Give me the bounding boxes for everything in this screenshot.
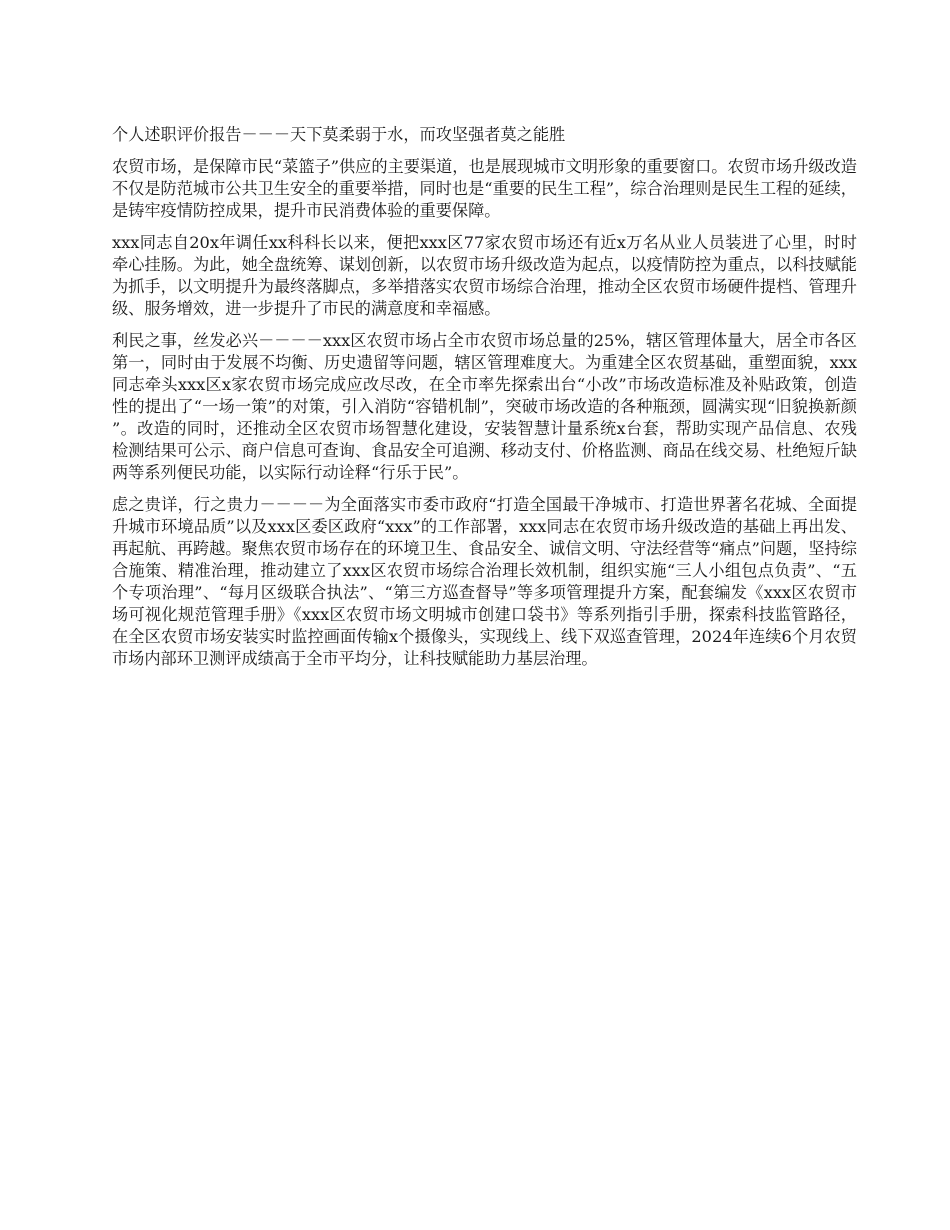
- paragraph-intro: 农贸市场，是保障市民“菜篮子”供应的主要渠道，也是展现城市文明形象的重要窗口。农贸市场升级改造不仅是防范城市公共卫生安全的重要举措，同时也是“重要的民生工程”，综合治理则是民生工程的延续，是铸牢疫情防控成果，提升市民消费体验的重要保障。: [112, 157, 857, 220]
- document-page: [112, 124, 857, 680]
- paragraph-background: xxx同志自20x年调任xx科科长以来，便把xxx区77家农贸市场还有近x万名从业人员装进了心里，时时牵心挂肠。为此，她全盘统筹、谋划创新，以农贸市场升级改造为起点，以疫情防控为重点，以科技赋能为抓手，以文明提升为最终落脚点，多举措落实农贸市场综合治理，推动全区农贸市场硬件提档、管理升级、服务增效，进一步提升了市民的满意度和幸福感。: [112, 233, 857, 318]
- document-title: 个人述职评价报告－－－天下莫柔弱于水，而攻坚强者莫之能胜: [112, 125, 566, 144]
- paragraph-governance: 虑之贵详，行之贵力－－－－为全面落实市委市政府“打造全国最干净城市、打造世界著名花城、全面提升城市环境品质”以及xxx区委区政府“xxx”的工作部署，xxx同志在农贸市场升级改造的基础上再出发、再起航、再跨越。聚焦农贸市场存在的环境卫生、食品安全、诚信文明、守法经营等“痛点”问题，坚持综合施策、精准治理，推动建立了xxx区农贸市场综合治理长效机制，组织实施“三人小组包点负责”、“五个专项治理”、“每月区级联合执法”、“第三方巡查督导”等多项管理提升方案，配套编发《xxx区农贸市场可视化规范管理手册》《xxx区农贸市场文明城市创建口袋书》等系列指引手册，探索科技监管路径，在全区农贸市场安装实时监控画面传输x个摄像头，实现线上、线下双巡查管理，2024年连续6个月农贸市场内部环卫测评成绩高于全市平均分，让科技赋能助力基层治理。: [112, 495, 857, 668]
- paragraph-renovation: 利民之事，丝发必兴－－－－xxx区农贸市场占全市农贸市场总量的25%，辖区管理体量大，居全市各区第一，同时由于发展不均衡、历史遗留等问题，辖区管理难度大。为重建全区农贸基础，重塑面貌，xxx同志牵头xxx区x家农贸市场完成应改尽改，在全市率先探索出台“小改”市场改造标准及补贴政策，创造性的提出了“一场一策”的对策，引入消防“容错机制”，突破市场改造的各种瓶颈，圆满实现“旧貌换新颜”。改造的同时，还推动全区农贸市场智慧化建设，安装智慧计量系统x台套，帮助实现产品信息、农残检测结果可公示、商户信息可查询、食品安全可追溯、移动支付、价格监测、商品在线交易、杜绝短斤缺两等系列便民功能，以实际行动诠释“行乐于民”。: [112, 331, 857, 482]
